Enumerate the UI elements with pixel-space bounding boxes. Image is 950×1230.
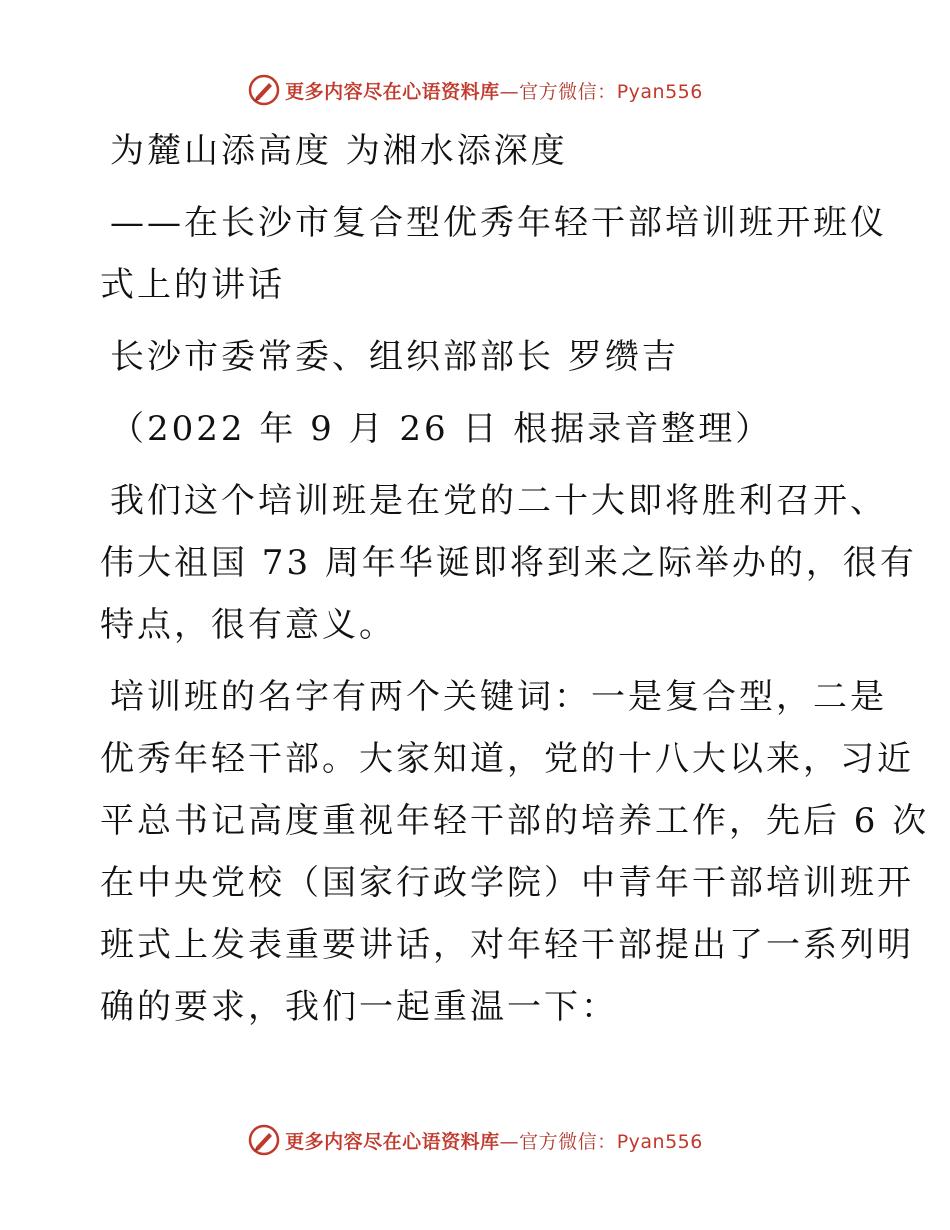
paragraph-line: 优秀年轻干部。大家知道，党的十八大以来，习近 xyxy=(100,739,914,779)
paragraph-line: 伟大祖国 73 周年华诞即将到来之际举办的，很有 xyxy=(100,543,917,583)
header-watermark xyxy=(0,70,950,110)
paragraph-line: 在中央党校（国家行政学院）中青年干部培训班开 xyxy=(100,863,914,903)
watermark-wechat-label: —官方微信： xyxy=(499,80,617,103)
watermark-wechat-handle: Pyan556 xyxy=(616,1130,703,1153)
watermark-brand: 更多内容尽在心语资料库 xyxy=(285,80,500,103)
document-subtitle-line-1: ——在长沙市复合型优秀年轻干部培训班开班仪 xyxy=(110,203,887,243)
watermark-wechat-handle: Pyan556 xyxy=(616,80,703,103)
document-title: 为麓山添高度 为湘水添深度 xyxy=(110,131,568,171)
paragraph xyxy=(100,666,930,1038)
paragraph-line: 确的要求，我们一起重温一下： xyxy=(100,987,618,1027)
paragraph xyxy=(100,470,917,656)
paragraph-line: 平总书记高度重视年轻干部的培养工作，先后 6 次 xyxy=(100,801,930,841)
paragraph-line: 特点，很有意义。 xyxy=(100,605,396,645)
footer-watermark xyxy=(0,1120,950,1160)
document-subtitle-line-2: 式上的讲话 xyxy=(100,265,285,305)
document-body xyxy=(100,120,930,1038)
watermark-text xyxy=(285,77,703,104)
paragraph-line: 班式上发表重要讲话，对年轻干部提出了一系列明 xyxy=(100,925,914,965)
watermark-brand: 更多内容尽在心语资料库 xyxy=(285,1130,500,1153)
watermark-text xyxy=(285,1127,703,1154)
pen-logo-icon xyxy=(247,73,281,107)
paragraph-line: 培训班的名字有两个关键词：一是复合型，二是 xyxy=(110,677,887,717)
paragraph-line: 我们这个培训班是在党的二十大即将胜利召开、 xyxy=(110,481,887,521)
watermark-wechat-label: —官方微信： xyxy=(499,1130,617,1153)
document-author: 长沙市委常委、组织部部长 罗缵吉 xyxy=(110,337,679,377)
pen-logo-icon xyxy=(247,1123,281,1157)
document-date-note: （2022 年 9 月 26 日 根据录音整理） xyxy=(110,409,773,449)
